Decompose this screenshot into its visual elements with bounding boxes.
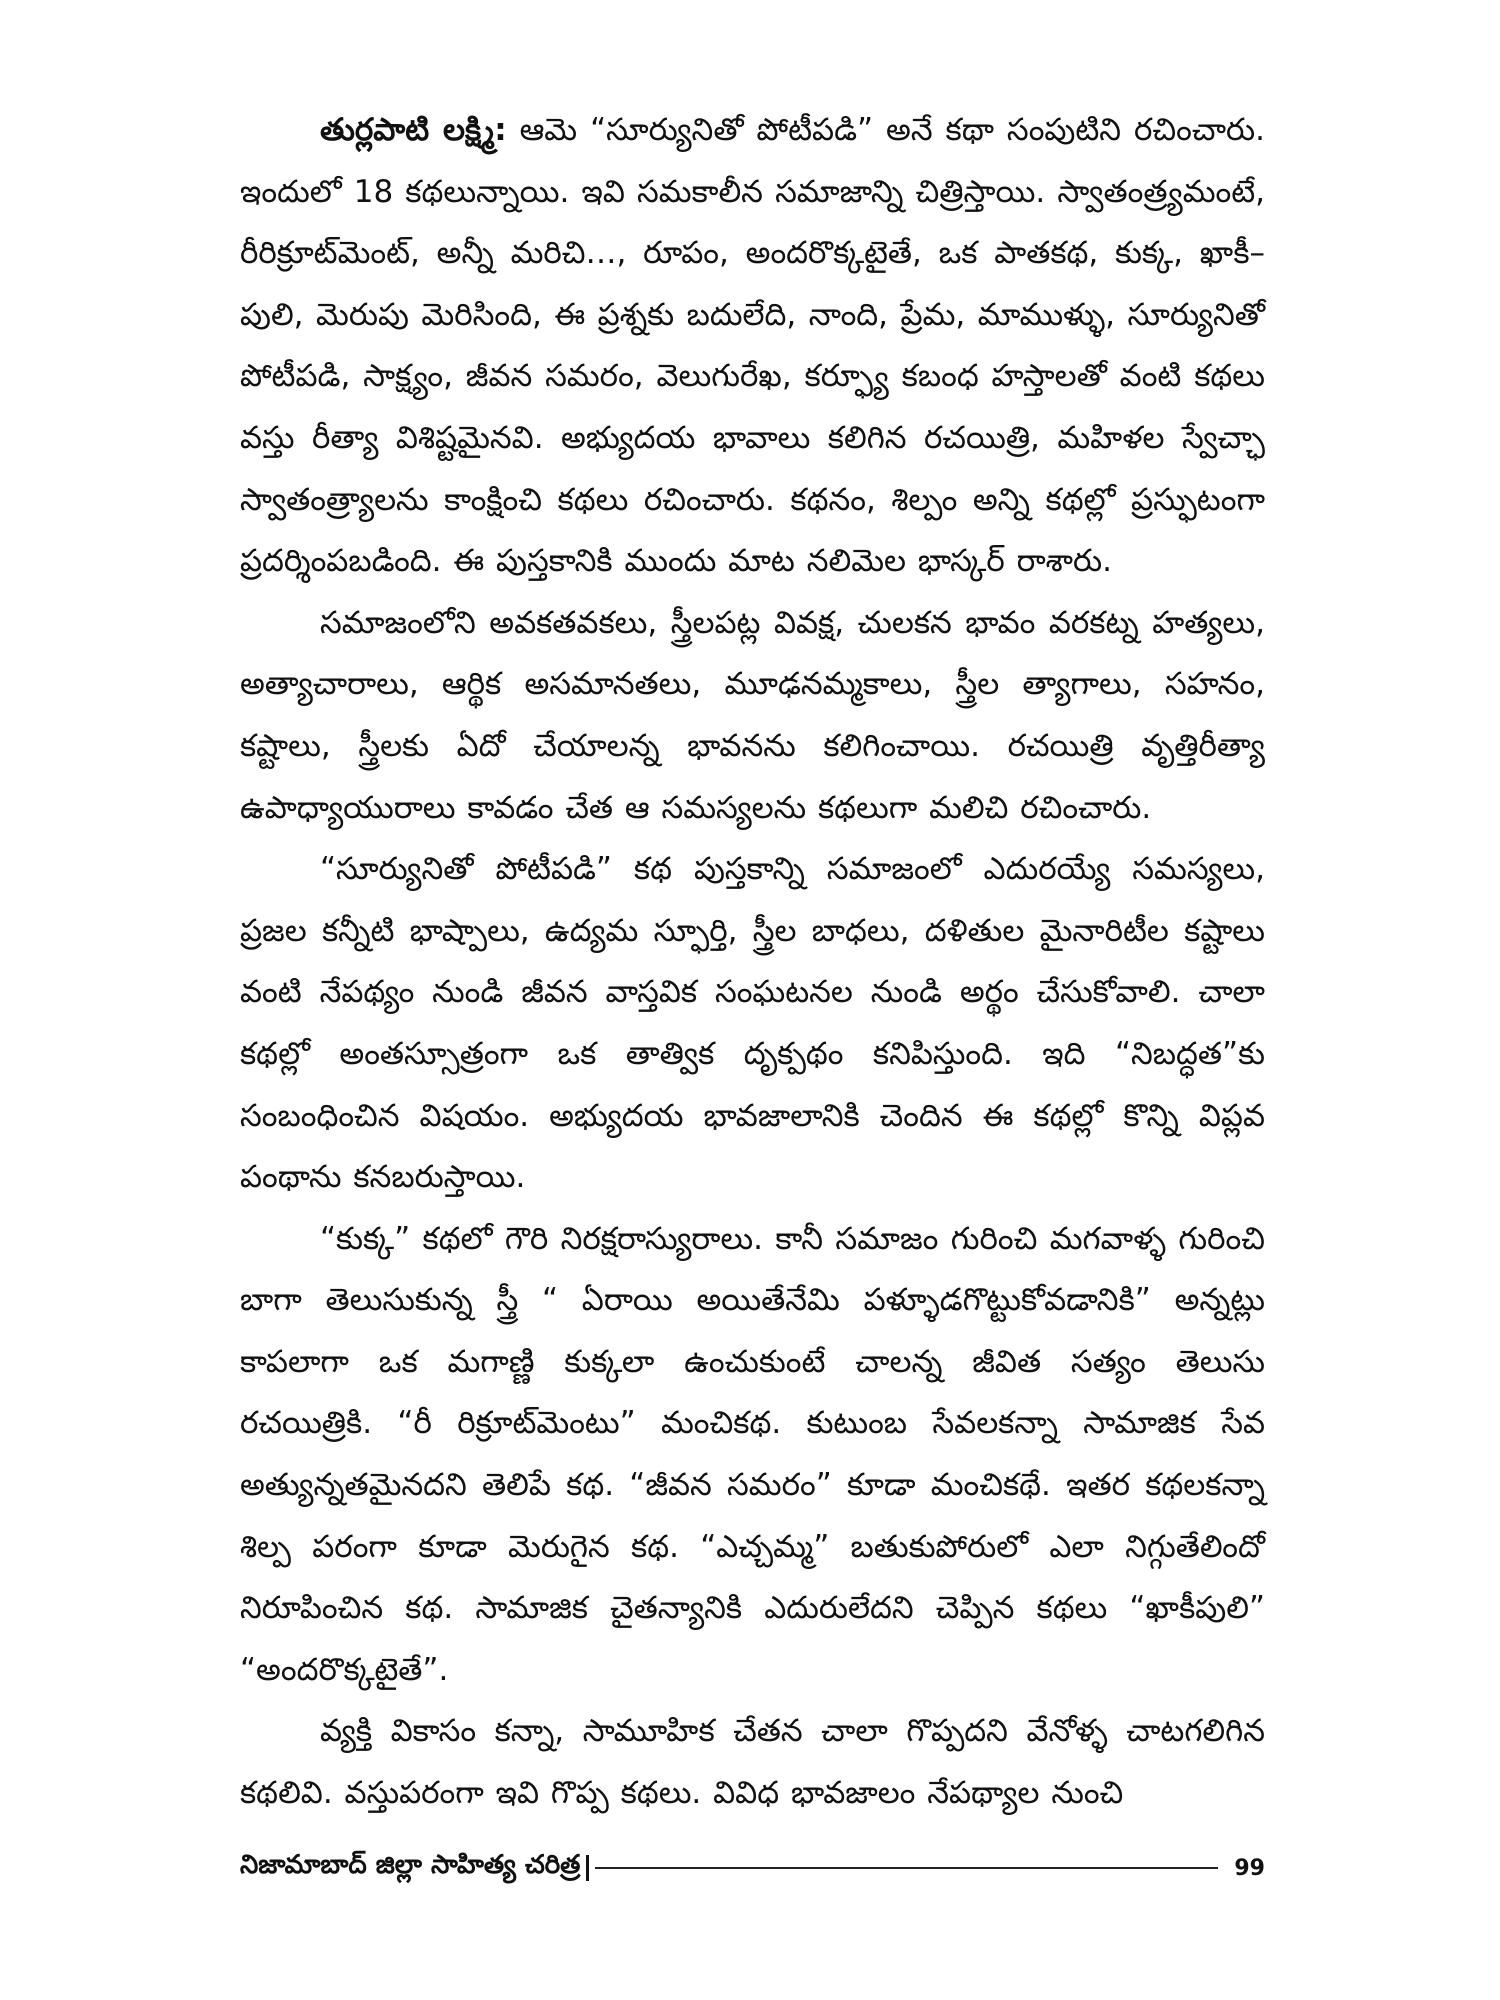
footer-rule — [586, 1855, 1218, 1881]
paragraph-1 — [240, 100, 1265, 593]
paragraph-1-text: ఆమె “సూర్యునితో పోటీపడి” అనే కథా సంపుటిని రచించారు. ఇందులో 18 కథలున్నాయి. ఇవి సమకాలీన సమాజాన్ని చిత్రిస్తాయి. స్వాతంత్ర్యమంటే, రీరిక్రూట్‌మెంట్, అన్నీ మరిచి…, రూపం, అందరొక్కటైతే, ఒక పాతకథ, కుక్క, ఖాకీ–పులి, మెరుపు మెరిసింది, ఈ ప్రశ్నకు బదులేది, నాంది, ప్రేమ, మాముళ్ళు, సూర్యునితో పోటీపడి, సాక్ష్యం, జీవన సమరం, వెలుగురేఖ, కర్ఫ్యూ కబంధ హస్తాలతో వంటి కథలు వస్తు రీత్యా విశిష్టమైనవి. అభ్యుదయ భావాలు కలిగిన రచయిత్రి, మహిళల స్వేచ్ఛా స్వాతంత్ర్యాలను కాంక్షించి కథలు రచించారు. కథనం, శిల్పం అన్ని కథల్లో ప్రస్ఫుటంగా ప్రదర్శింపబడింది. ఈ పుస్తకానికి ముందు మాట నలిమెల భాస్కర్ రాశారు. — [240, 112, 1266, 580]
paragraph-3: “సూర్యునితో పోటీపడి” కథ పుస్తకాన్ని సమాజంలో ఎదురయ్యే సమస్యలు, ప్రజల కన్నీటి భాష్పాలు, ఉద్యమ స్ఫూర్తి, స్త్రీల బాధలు, దళితుల మైనారిటీల కష్టాలు వంటి నేపథ్యం నుండి జీవన వాస్తవిక సంఘటనల నుండి అర్థం చేసుకోవాలి. చాలా కథల్లో అంతస్సూత్రంగా ఒక తాత్విక దృక్పథం కనిపిస్తుంది. ఇది “నిబద్ధత”కు సంబంధించిన విషయం. అభ్యుదయ భావజాలానికి చెందిన ఈ కథల్లో కొన్ని విప్లవ పంథాను కనబరుస్తాయి. — [240, 851, 1265, 1196]
footer-rule-tick — [586, 1855, 589, 1881]
page-footer — [240, 1848, 1265, 1888]
page-number: 99 — [1234, 1855, 1265, 1881]
footer-rule-line — [595, 1867, 1218, 1869]
footer-book-title: నిజామాబాద్ జిల్లా సాహిత్య చరిత్ర — [240, 1850, 581, 1880]
paragraph-2: సమాజంలోని అవకతవకలు, స్త్రీలపట్ల వివక్ష, చులకన భావం వరకట్న హత్యలు, అత్యాచారాలు, ఆర్థిక అసమానతలు, మూఢనమ్మకాలు, స్త్రీల త్యాగాలు, సహనం, కష్టాలు, స్త్రీలకు ఏదో చేయాలన్న భావనను కలిగించాయి. రచయిత్రి వృత్తిరీత్యా ఉపాధ్యాయురాలు కావడం చేత ఆ సమస్యలను కథలుగా మలిచి రచించారు. — [240, 604, 1265, 826]
paragraph-4: “కుక్క” కథలో గౌరి నిరక్షరాస్యురాలు. కానీ సమాజం గురించి మగవాళ్ళ గురించి బాగా తెలుసుకున్న స్త్రీ “ ఏరాయి అయితేనేమి పళ్ళూడగొట్టుకోవడానికి” అన్నట్లు కాపలాగా ఒక మగాణ్ణి కుక్కలా ఉంచుకుంటే చాలన్న జీవిత సత్యం తెలుసు రచయిత్రికి. “రీ రిక్రూట్‌మెంటు” మంచికథ. కుటుంబ సేవలకన్నా సామాజిక సేవ అత్యున్నతమైనదని తెలిపే కథ. “జీవన సమరం” కూడా మంచికథే. ఇతర కథలకన్నా శిల్ప పరంగా కూడా మెరుగైన కథ. “ఎచ్చమ్మ” బతుకుపోరులో ఎలా నిగ్గుతేలిందో నిరూపించిన కథ. సామాజిక చైతన్యానికి ఎదురులేదని చెప్పిన కథలు “ఖాకీపులి” “అందరొక్కటైతే”. — [240, 1220, 1265, 1688]
main-text-block — [240, 100, 1265, 1880]
author-heading: తుర్లపాటి లక్ష్మి: — [320, 112, 507, 148]
paragraph-5: వ్యక్తి వికాసం కన్నా, సామూహిక చేతన చాలా గొప్పదని వేనోళ్ళ చాటగలిగిన కథలివి. వస్తుపరంగా ఇవి గొప్ప కథలు. వివిధ భావజాలం నేపథ్యాల నుంచి — [240, 1713, 1265, 1812]
